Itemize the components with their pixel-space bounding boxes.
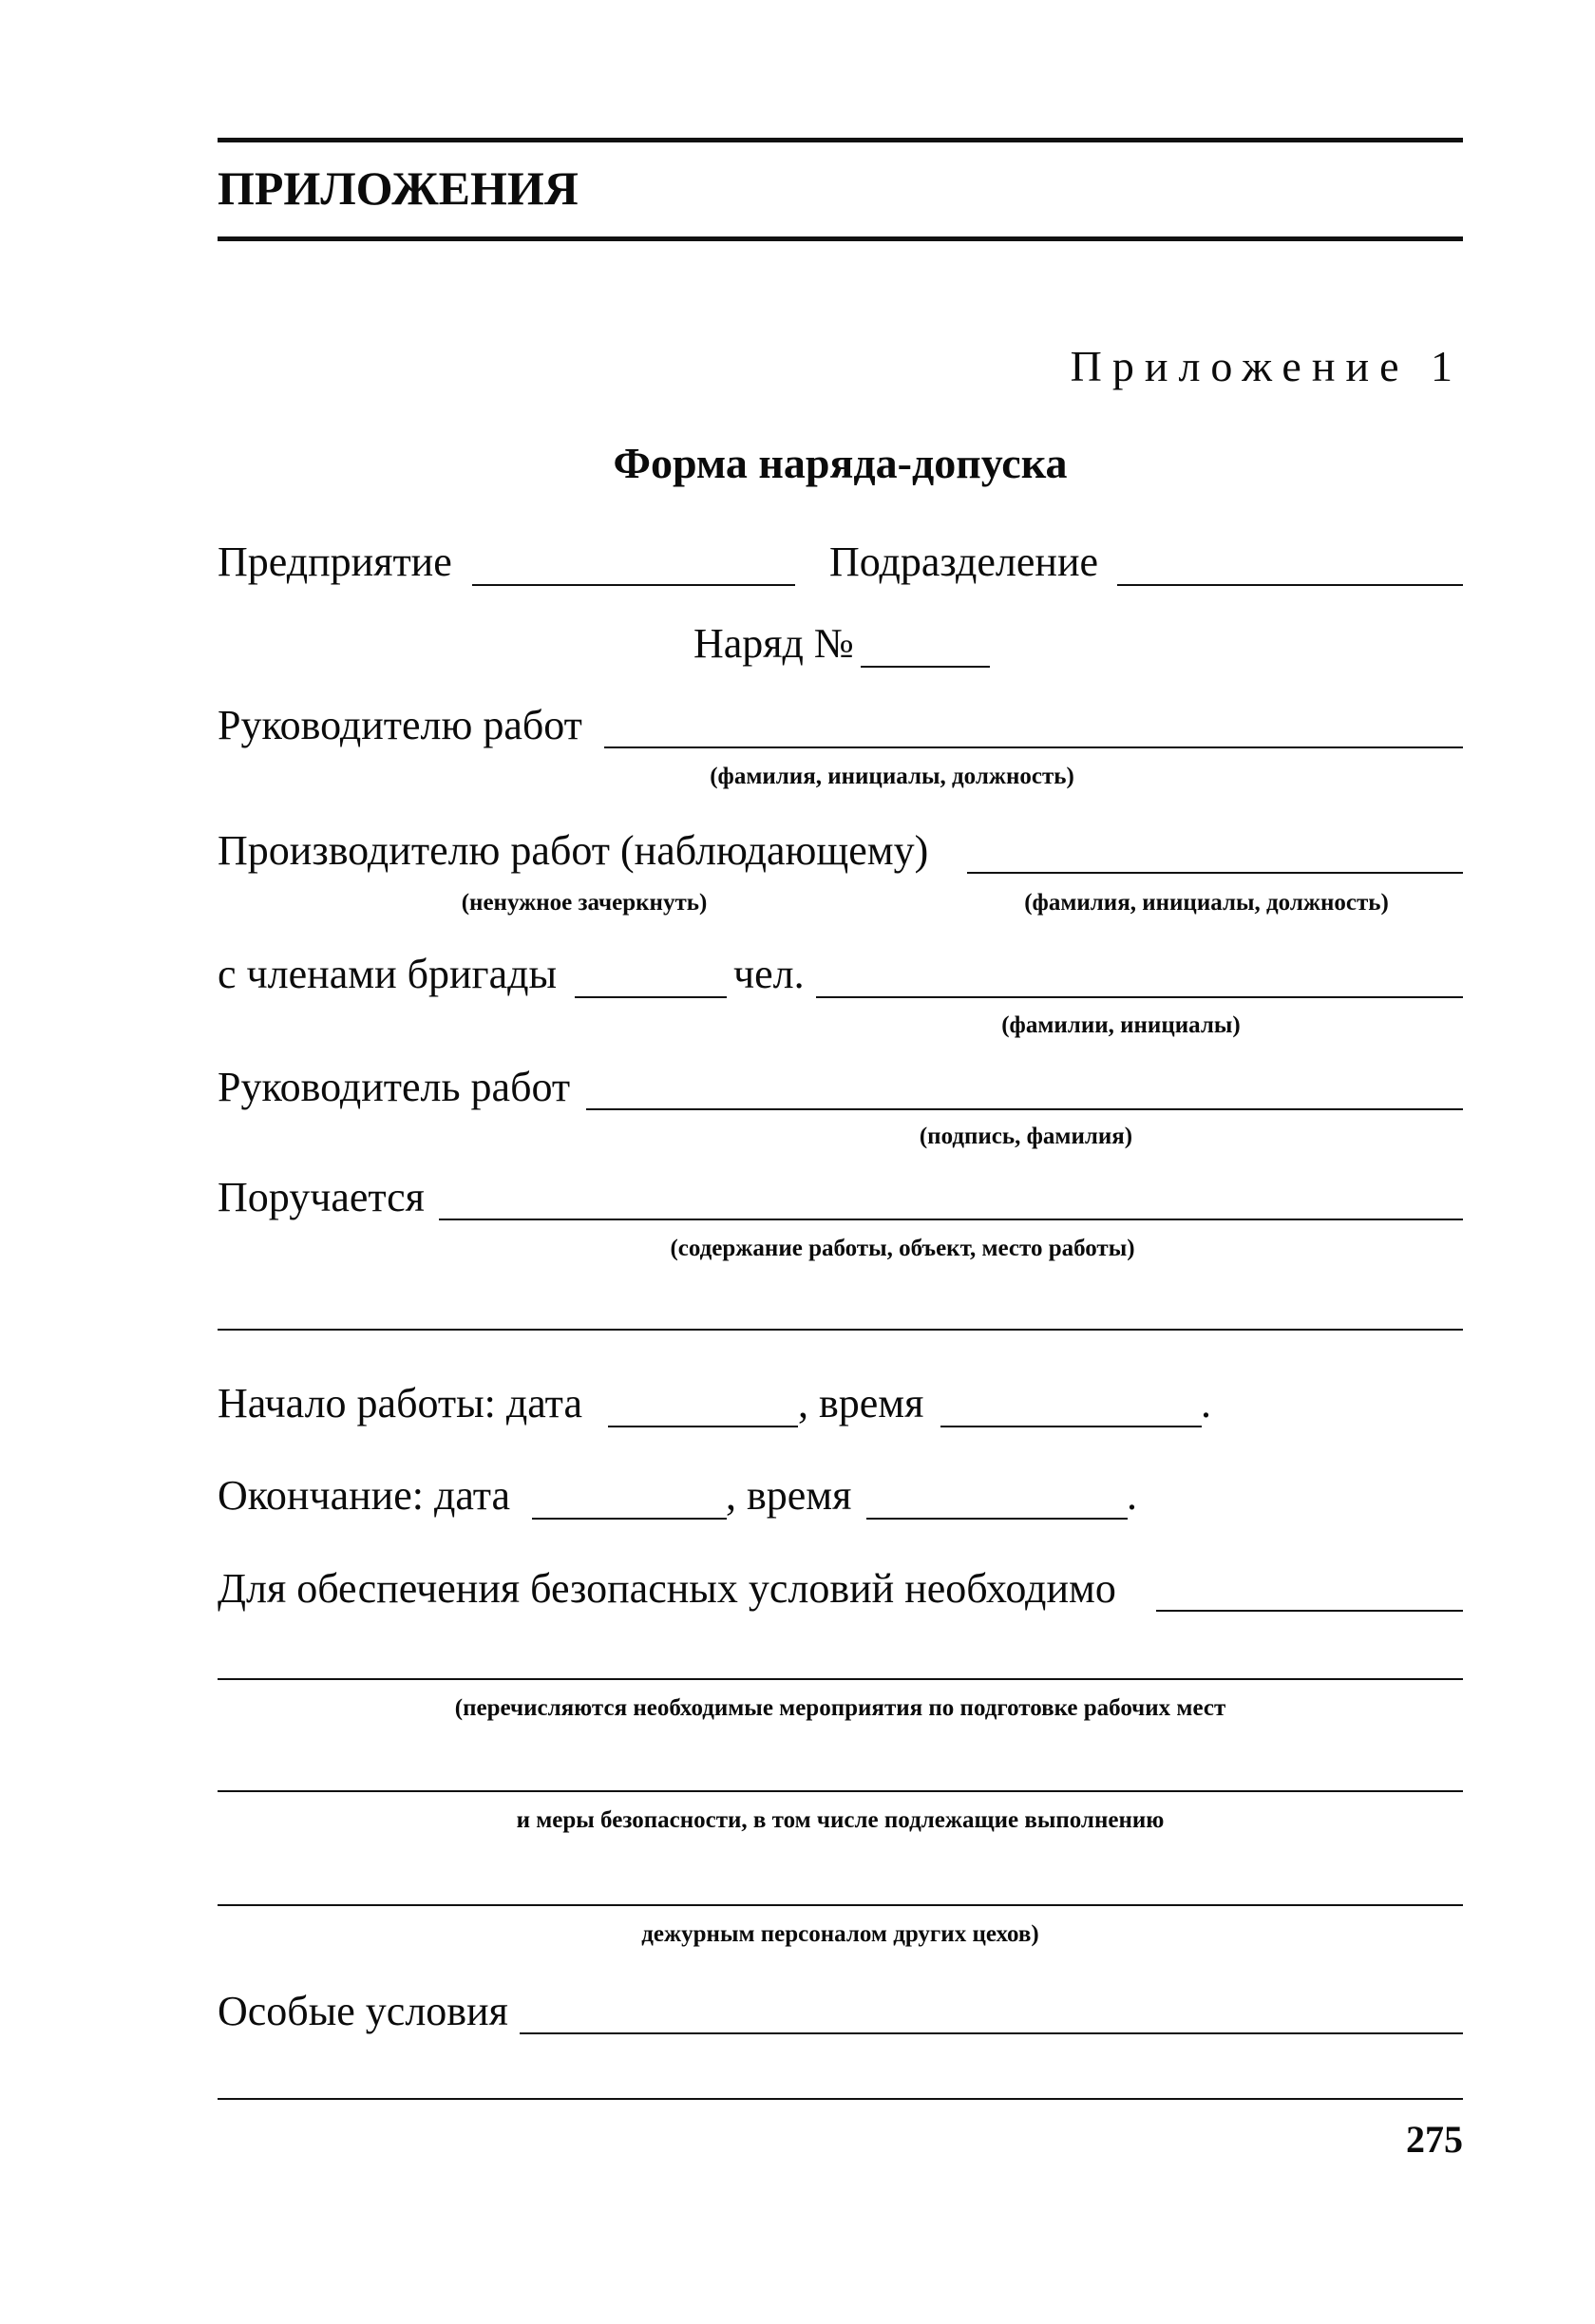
work-leader-to-field[interactable] <box>604 746 1463 748</box>
work-leader-to-hint: (фамилия, инициалы, должность) <box>710 764 1074 789</box>
enterprise-label: Предприятие <box>218 538 452 585</box>
performer-label: Производителю работ (наблюдающему) <box>218 827 929 874</box>
start-label: Начало работы: дата <box>218 1380 582 1427</box>
performer-field[interactable] <box>967 872 1463 874</box>
work-leader-label: Руководитель работ <box>218 1064 571 1110</box>
assigned-extra-line[interactable] <box>218 1329 1463 1331</box>
start-date-field[interactable] <box>608 1426 798 1427</box>
safety-field-1[interactable] <box>1156 1610 1463 1612</box>
members-label: с членами бригады <box>218 951 558 997</box>
safety-field-2[interactable] <box>218 1678 1463 1680</box>
special-field-1[interactable] <box>520 2032 1463 2034</box>
members-count-field[interactable] <box>575 996 727 998</box>
end-label: Окончание: дата <box>218 1472 511 1519</box>
header-bottom-rule <box>218 236 1463 241</box>
safety-hint-1: (перечисляются необходимые мероприятия по подготовке рабочих мест <box>454 1695 1226 1721</box>
form-title: Форма наряда-допуска <box>613 439 1068 487</box>
special-field-2[interactable] <box>218 2098 1463 2100</box>
end-date-field[interactable] <box>532 1518 727 1520</box>
order-number-field[interactable] <box>861 666 990 668</box>
safety-label: Для обеспечения безопасных условий необходимо <box>218 1565 1116 1612</box>
assigned-label: Поручается <box>218 1174 425 1220</box>
appendix-label: Приложение 1 <box>1070 342 1463 390</box>
start-time-field[interactable] <box>940 1426 1202 1427</box>
safety-hint-2: и меры безопасности, в том числе подлежащие выполнению <box>516 1807 1165 1833</box>
performer-hint-right: (фамилия, инициалы, должность) <box>1024 890 1389 916</box>
order-label: Наряд № <box>693 620 854 667</box>
end-period: . <box>1127 1472 1137 1519</box>
performer-hint-left: (ненужное зачеркнуть) <box>461 890 708 916</box>
header-top-rule <box>218 138 1463 142</box>
enterprise-field[interactable] <box>472 584 795 586</box>
work-leader-hint: (подпись, фамилия) <box>919 1124 1133 1149</box>
end-time-label: , время <box>726 1472 852 1519</box>
safety-field-4[interactable] <box>218 1904 1463 1906</box>
assigned-field[interactable] <box>439 1219 1463 1220</box>
work-leader-to-label: Руководителю работ <box>218 702 582 748</box>
page-number: 275 <box>1406 2118 1463 2161</box>
assigned-hint: (содержание работы, объект, место работы) <box>670 1236 1135 1261</box>
members-unit: чел. <box>733 951 805 997</box>
end-time-field[interactable] <box>866 1518 1128 1520</box>
division-label: Подразделение <box>829 538 1099 585</box>
section-title: ПРИЛОЖЕНИЯ <box>218 161 579 215</box>
members-names-field[interactable] <box>816 996 1463 998</box>
members-hint: (фамилии, инициалы) <box>1001 1012 1241 1038</box>
start-time-label: , время <box>798 1380 924 1427</box>
division-field[interactable] <box>1117 584 1463 586</box>
start-period: . <box>1201 1380 1211 1427</box>
safety-field-3[interactable] <box>218 1790 1463 1792</box>
work-leader-signature-field[interactable] <box>586 1108 1463 1110</box>
safety-hint-3: дежурным персоналом других цехов) <box>641 1921 1039 1947</box>
special-label: Особые условия <box>218 1988 508 2034</box>
